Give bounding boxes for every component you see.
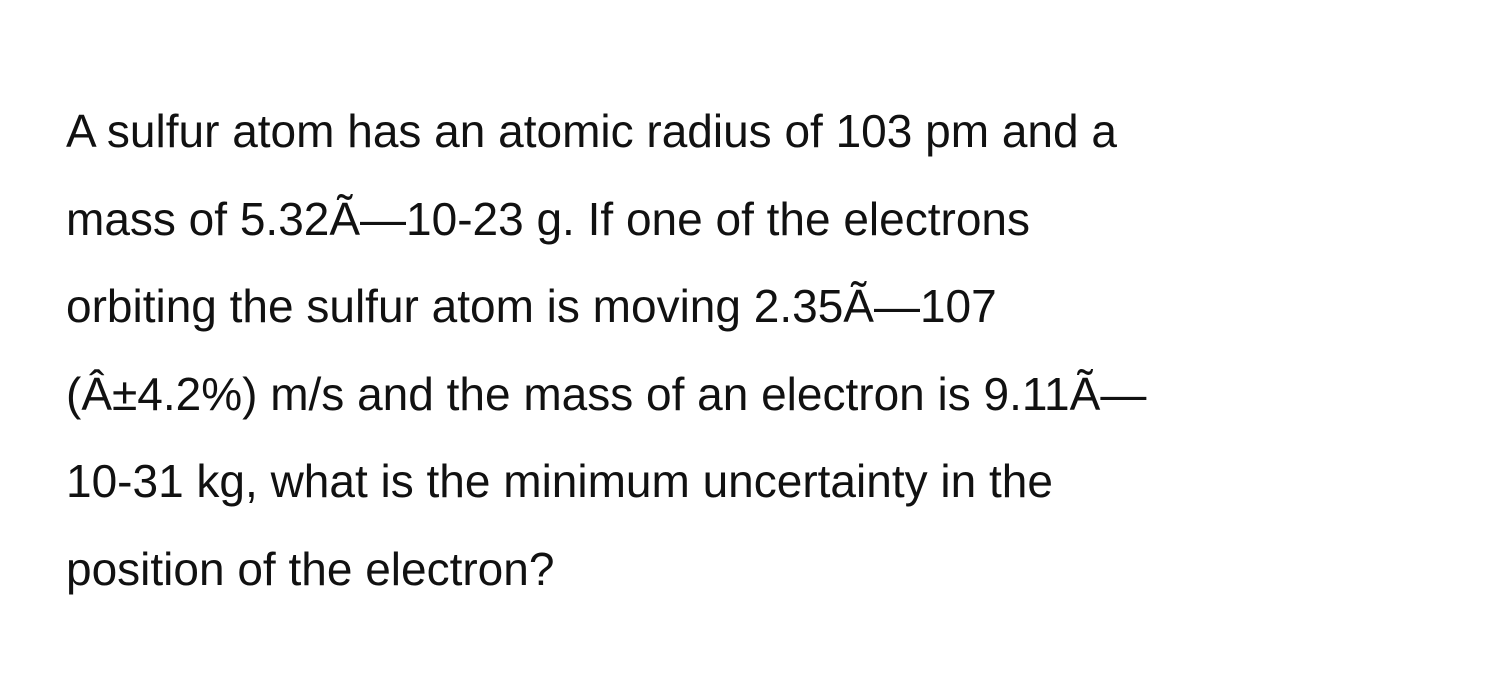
question-line: orbiting the sulfur atom is moving 2.35Ã—107 (66, 280, 997, 332)
question-line: (Â±4.2%) m/s and the mass of an electron is 9.11Ã— (66, 367, 1147, 420)
question-line: A sulfur atom has an atomic radius of 103 pm and a (66, 105, 1117, 157)
question-text (66, 88, 1466, 613)
question-line: position of the electron? (66, 542, 555, 595)
question-line: 10-31 kg, what is the minimum uncertainty in the (66, 455, 1053, 507)
question-line: mass of 5.32Ã—10-23 g. If one of the electrons (66, 192, 1031, 245)
